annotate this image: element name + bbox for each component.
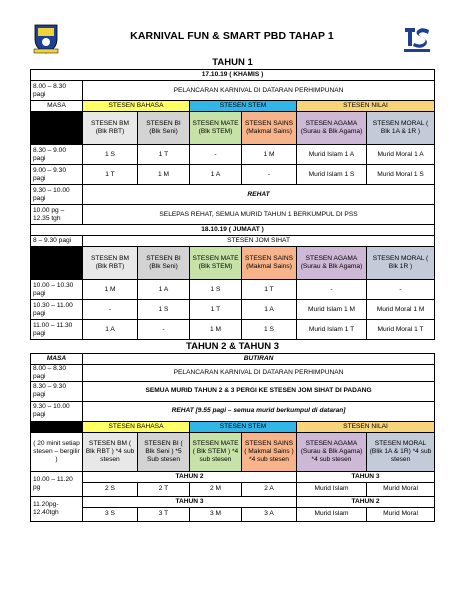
masa-header: MASA [31,354,83,365]
station-bi: STESEN BI (Blk Seni) [138,247,190,280]
table-row [31,401,435,421]
table-cell: - [138,320,190,340]
table-row [31,300,435,320]
table-cell: 3 A [242,507,297,521]
tahun1-table [30,56,435,340]
table-cell: 2 M [190,482,242,496]
after-rehat-text: SELEPAS REHAT, SEMUA MURID TAHUN 1 BERKUMPUL DI PSS [83,205,435,225]
ts-logo [402,22,432,54]
group-nilai: STESEN NILAI [297,421,435,432]
masa-header: MASA [31,101,83,112]
tahun23-table [30,340,435,522]
table-row [31,482,435,496]
header [30,22,434,56]
rehat-text: REHAT [83,185,435,205]
time-cell: 8 – 9.30 pagi [31,236,83,247]
time-cell: 10.30 – 11.00 pagi [31,300,83,320]
tahun23-heading: TAHUN 2 & TAHUN 3 [185,340,280,352]
table-cell: Murid Islam 1 S [297,165,367,185]
school-crest-logo [32,22,60,54]
table-row [31,165,435,185]
table-cell: 2 A [242,482,297,496]
station-moral: STESEN MORAL (Blik 1A & 1R) *4 sub stesen [367,432,435,471]
black-cell [31,421,83,432]
table-cell: 3 S [83,507,138,521]
jom-sihat-text: STESEN JOM SIHAT [83,236,435,247]
tahun-label: TAHUN 2 [83,471,297,482]
table-cell: 1 A [242,300,297,320]
launch-text: PELANCARAN KARNIVAL DI DATARAN PERHIMPUNAN [83,81,435,101]
table-cell: 1 T [190,300,242,320]
time-cell: 8.30 – 9.00 pagi [31,145,83,165]
station-moral: STESEN MORAL ( Blk 1A & 1R ) [367,112,435,145]
table-cell: Murid Moral 1 S [367,165,435,185]
time-cell: 8.30 – 9.30 pagi [31,381,83,401]
group-nilai: STESEN NILAI [297,101,435,112]
station-agama: STESEN AGAMA (Surau & Blk Agama) *4 sub stesen [297,432,367,471]
butiran-header: BUTIRAN [83,354,435,365]
row-text: PELANCARAN KARNIVAL DI DATARAN PERHIMPUNAN [83,365,435,382]
table-cell: Murid Islam [297,507,367,521]
time-cell: 10.00 – 10.30 pagi [31,280,83,300]
time-cell: 11.20pg- 12.40tgh [31,496,83,521]
table-row [31,381,435,401]
table-cell: - [242,165,297,185]
table-cell: 1 T [242,280,297,300]
day2-date: 18.10.19 ( JUMAAT ) [31,225,435,236]
table-cell: 2 S [83,482,138,496]
station-bi: STESEN BI ( Blk Seni ) *5 Sub stesen [138,432,190,471]
table-cell: 1 S [190,280,242,300]
station-bm: STESEN BM (Blk RBT) [83,112,138,145]
table-cell: Murid Islam 1 A [297,145,367,165]
table-cell: Murid Islam [297,482,367,496]
station-sains: STESEN SAINS (Makmal Sains) [242,112,297,145]
table-cell: Murid Moral 1 M [367,300,435,320]
page [30,22,434,522]
group-stem: STESEN STEM [190,101,297,112]
table-cell: 1 A [83,320,138,340]
station-bi: STESEN BI (Blk Seni) [138,112,190,145]
table-cell: 1 S [83,145,138,165]
time-cell: 8.00 – 8.30 pagi [31,81,83,101]
tahun-label: TAHUN 3 [297,471,435,482]
rotation-note: ( 20 minit setiap stesen – bergilir ) [31,432,83,471]
table-cell: 3 M [190,507,242,521]
time-cell: 9.30 – 10.00 pagi [31,185,83,205]
table-cell: Murid Islam 1 M [297,300,367,320]
table-row [31,365,435,382]
table-row [31,280,435,300]
station-sains: STESEN SAINS ( Makmal Sains ) *4 sub stesen [242,432,297,471]
table-cell: 1 M [242,145,297,165]
table-cell: 1 M [83,280,138,300]
station-bm: STESEN BM (Blk RBT) [83,247,138,280]
tahun-label: TAHUN 3 [83,496,297,507]
table-cell: Murid Moral 1 T [367,320,435,340]
table-cell: 1 T [138,145,190,165]
station-sains: STESEN SAINS (Makmal Sains) [242,247,297,280]
table-row [31,320,435,340]
table-cell: Murid Moral 1 A [367,145,435,165]
document-title: KARNIVAL FUN & SMART PBD TAHAP 1 [130,30,334,42]
station-mate: STESEN MATE (Blk STEM) [190,247,242,280]
group-bahasa: STESEN BAHASA [83,421,190,432]
table-cell: 3 T [138,507,190,521]
time-cell: 8.00 – 8.30 pagi [31,365,83,382]
black-cell [31,247,83,280]
time-cell: 10.00 – 11.20 pg [31,471,83,496]
table-cell: - [367,280,435,300]
tahun1-heading: TAHUN 1 [212,56,253,68]
table-cell: 1 A [138,280,190,300]
group-bahasa: STESEN BAHASA [83,101,190,112]
station-agama: STESEN AGAMA (Surau & Blk Agama) [297,247,367,280]
table-cell: 1 S [138,300,190,320]
table-cell: - [190,145,242,165]
table-cell: 1 T [83,165,138,185]
table-cell: - [297,280,367,300]
table-cell: 1 M [190,320,242,340]
row-text: REHAT [9.55 pagi – semua murid berkumpul di dataran] [83,401,435,421]
time-cell: 9.00 – 9.30 pagi [31,165,83,185]
table-cell: 2 T [138,482,190,496]
table-cell: 1 S [242,320,297,340]
table-cell: - [83,300,138,320]
table-cell: 1 A [190,165,242,185]
station-mate: STESEN MATE ( Blk STEM ) *4 sub stesen [190,432,242,471]
station-moral: STESEN MORAL ( Blk 1R ) [367,247,435,280]
time-cell: 11.00 – 11.30 pagi [31,320,83,340]
table-row [31,507,435,521]
black-cell [31,112,83,145]
tahun-label: TAHUN 2 [297,496,435,507]
time-cell: 10.00 pg – 12.35 tgh [31,205,83,225]
table-row [31,145,435,165]
table-cell: Murid Islam 1 T [297,320,367,340]
row-text: SEMUA MURID TAHUN 2 & 3 PERGI KE STESEN JOM SIHAT DI PADANG [83,381,435,401]
station-agama: STESEN AGAMA (Surau & Blk Agama) [297,112,367,145]
time-cell: 9.30 – 10.00 pagi [31,401,83,421]
table-cell: 1 M [138,165,190,185]
group-stem: STESEN STEM [190,421,297,432]
station-mate: STESEN MATE (Blk STEM) [190,112,242,145]
table-cell: Murid Moral [367,482,435,496]
table-cell: Murid Moral [367,507,435,521]
station-bm: STESEN BM ( Blk RBT ) *4 sub stesen [83,432,138,471]
day1-date: 17.10.19 ( KHAMIS ) [31,70,435,81]
